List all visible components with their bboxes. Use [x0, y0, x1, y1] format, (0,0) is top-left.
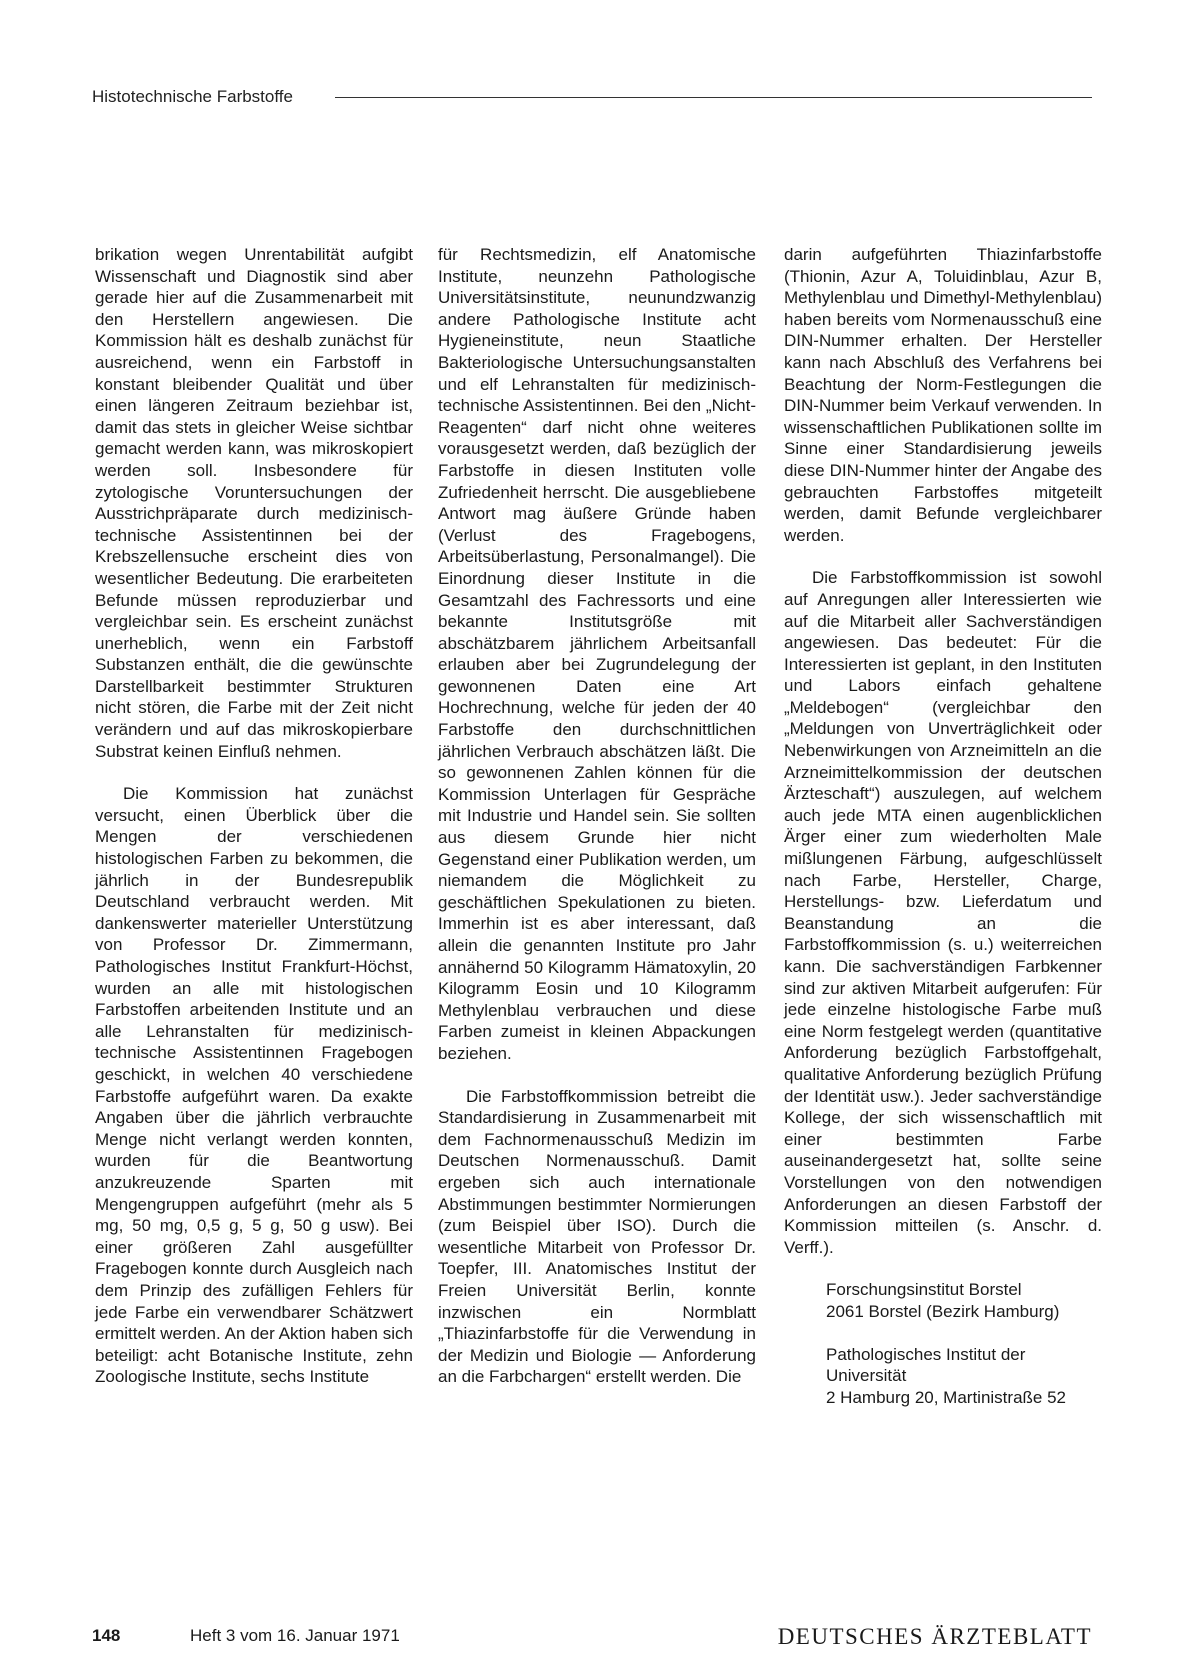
- paragraph: Die Farbstoffkommission betreibt die Standardisierung in Zusammenarbeit mit dem Fachnormenausschuß Medizin im Deutschen Normenausschuß. Damit ergeben sich auch internationale Abstimmungen bestimmter Normierungen (zum Beispiel über ISO). Durch die wesentliche Mitarbeit von Professor Dr. Toepfer, III. Anatomisches Institut der Freien Universität Berlin, konnte inzwischen ein Normblatt „Thiazinfarbstoffe für die Verwendung in der Medizin und Biologie — Anforderung an die Farbchargen“ erstellt werden. Die: [438, 1086, 756, 1387]
- address-line: Forschungsinstitut Borstel: [826, 1280, 1022, 1300]
- paragraph: für Rechtsmedizin, elf Anatomische Institute, neunzehn Pathologische Universitätsinstitute, neunundzwanzig andere Pathologische Institute acht Hygieneinstitute, neun Staatliche Bakteriologische Untersuchungsanstalten und elf Lehranstalten für medizinisch-technische Assistentinnen. Bei den „Nicht-Reagenten“ darf nicht ohne weiteres vorausgesetzt werden, daß bezüglich der Farbstoffe in diesen Instituten volle Zufriedenheit herrscht. Die ausgebliebene Antwort mag äußere Gründe haben (Verlust des Fragebogens, Arbeitsüberlastung, Personalmangel). Die Einordnung dieser Institute in die Gesamtzahl des Fachressorts und eine bekannte Institutsgröße mit abschätzbarem jährlichem Arbeitsanfall erlauben aber bei Zugrundelegung der gewonnenen Daten eine Art Hochrechnung, welche für jeden der 40 Farbstoffe den durchschnittlichen jährlichen Verbrauch abschätzen läßt. Die so gewonnenen Zahlen können für die Kommission Unterlagen für Gespräche mit Industrie und Handel sein. Sie sollten aus diesem Grunde hier nicht Gegenstand einer Publikation werden, um niemandem die Möglichkeit zu geschäftlichen Spekulationen zu bieten. Immerhin ist es aber interessant, daß allein die genannten Institute pro Jahr annähernd 50 Kilogramm Hämatoxylin, 20 Kilogramm Eosin und 10 Kilogramm Methylenblau verbrauchen und diese Farben zumeist in kleinen Abpackungen beziehen.: [438, 245, 756, 1063]
- running-header: [92, 86, 1092, 116]
- author-address-2: [784, 1344, 1102, 1409]
- issue-info: Heft 3 vom 16. Januar 1971: [190, 1626, 400, 1645]
- header-rule: [335, 97, 1092, 98]
- address-line: 2 Hamburg 20, Martinistraße 52: [826, 1387, 1066, 1407]
- paragraph: darin aufgeführten Thiazinfarbstoffe (Thionin, Azur A, Toluidinblau, Azur B, Methylenblau und Dimethyl-Methylenblau) haben bereits vom Normenausschuß eine DIN-Nummer erhalten. Der Hersteller kann nach Abschluß des Verfahrens bei Beachtung der Norm-Festlegungen die DIN-Nummer beim Verkauf verwenden. In wissenschaftlichen Publikationen sollte im Sinne einer Standardisierung jeweils diese DIN-Nummer hinter der Angabe des gebrauchten Farbstoffes mitgeteilt werden, damit Befunde vergleichbarer werden.: [784, 245, 1102, 545]
- page-footer: [92, 1624, 1092, 1654]
- text-column-1: [95, 244, 413, 1388]
- author-address-1: [784, 1279, 1102, 1322]
- address-line: Pathologisches Institut der Universität: [826, 1344, 1026, 1386]
- address-line: 2061 Borstel (Bezirk Hamburg): [826, 1301, 1060, 1321]
- journal-title: DEUTSCHES ÄRZTEBLATT: [777, 1624, 1092, 1649]
- text-column-3: [784, 244, 1102, 1408]
- running-header-title: Histotechnische Farbstoffe: [92, 87, 293, 106]
- page-number: 148: [92, 1626, 121, 1645]
- text-column-2: [438, 244, 756, 1388]
- paragraph: Die Farbstoffkommission ist sowohl auf Anregungen aller Interessierten wie auf die Mitarbeit aller Sachverständigen angewiesen. Das bedeutet: Für die Interessierten ist geplant, in den Instituten und Labors einfach gehaltene „Meldebogen“ (vergleichbar den „Meldungen von Unverträglichkeit oder Nebenwirkungen von Arzneimitteln an die Arzneimittelkommission der deutschen Ärzteschaft“) auszulegen, auf welchem auch jede MTA einen augenblicklichen Ärger einer zum wiederholten Male mißlungenen Färbung, aufgeschlüsselt nach Farbe, Hersteller, Charge, Herstellungs- bzw. Lieferdatum und Beanstandung an die Farbstoffkommission (s. u.) weiterreichen kann. Die sachverständigen Farbkenner sind zur aktiven Mitarbeit aufgerufen: Für jede einzelne histologische Farbe muß eine Norm festgelegt werden (quantitative Anforderung bezüglich Farbstoffgehalt, qualitative Anforderung bezüglich Prüfung der Identität usw.). Jeder sachverständige Kollege, der sich wissenschaftlich mit einer bestimmten Farbe auseinandergesetzt hat, sollte seine Vorstellungen von den notwendigen Anforderungen an diesen Farbstoff der Kommission mitteilen (s. Anschr. d. Verff.).: [784, 568, 1102, 1257]
- paragraph: Die Kommission hat zunächst versucht, einen Überblick über die Mengen der verschiedenen histologischen Farben zu bekommen, die jährlich in der Bundesrepublik Deutschland verbraucht werden. Mit dankenswerter materieller Unterstützung von Professor Dr. Zimmermann, Pathologisches Institut Frankfurt-Höchst, wurden an alle mit histologischen Farbstoffen arbeitenden Institute und an alle Lehranstalten für medizinisch-technische Assistentinnen Fragebogen geschickt, in welchen 40 verschiedene Farbstoffe aufgeführt waren. Da exakte Angaben über die jährlich verbrauchte Menge nicht verlangt werden konnten, wurden für die Beantwortung anzukreuzende Sparten mit Mengengruppen aufgeführt (mehr als 5 mg, 50 mg, 0,5 g, 5 g, 50 g usw). Bei einer größeren Zahl ausgefüllter Fragebogen konnte durch Ausgleich nach dem Prinzip des zufälligen Fehlers für jede Farbe ein verwendbarer Schätzwert ermittelt werden. An der Aktion haben sich beteiligt: acht Botanische Institute, zehn Zoologische Institute, sechs Institute: [95, 784, 413, 1387]
- paragraph: brikation wegen Unrentabilität aufgibt Wissenschaft und Diagnostik sind aber gerade hier auf die Zusammenarbeit mit den Herstellern angewiesen. Die Kommission hält es deshalb zunächst für ausreichend, wenn ein Farbstoff in konstant bleibender Qualität und über einen längeren Zeitraum beziehbar ist, damit das stets in gleicher Weise sichtbar gemacht werden kann, was mikroskopiert werden soll. Insbesondere für zytologische Voruntersuchungen der Ausstrichpräparate durch medizinisch-technische Assistentinnen bei der Krebszellensuche erscheint dies von wesentlicher Bedeutung. Die erarbeiteten Befunde müssen reproduzierbar und vergleichbar sein. Es erscheint zunächst unerheblich, wenn ein Farbstoff Substanzen enthält, die die gewünschte Darstellbarkeit bestimmter Strukturen nicht stören, die Farbe mit der Zeit nicht verändern und auf das mikroskopierbare Substrat keinen Einfluß nehmen.: [95, 245, 413, 761]
